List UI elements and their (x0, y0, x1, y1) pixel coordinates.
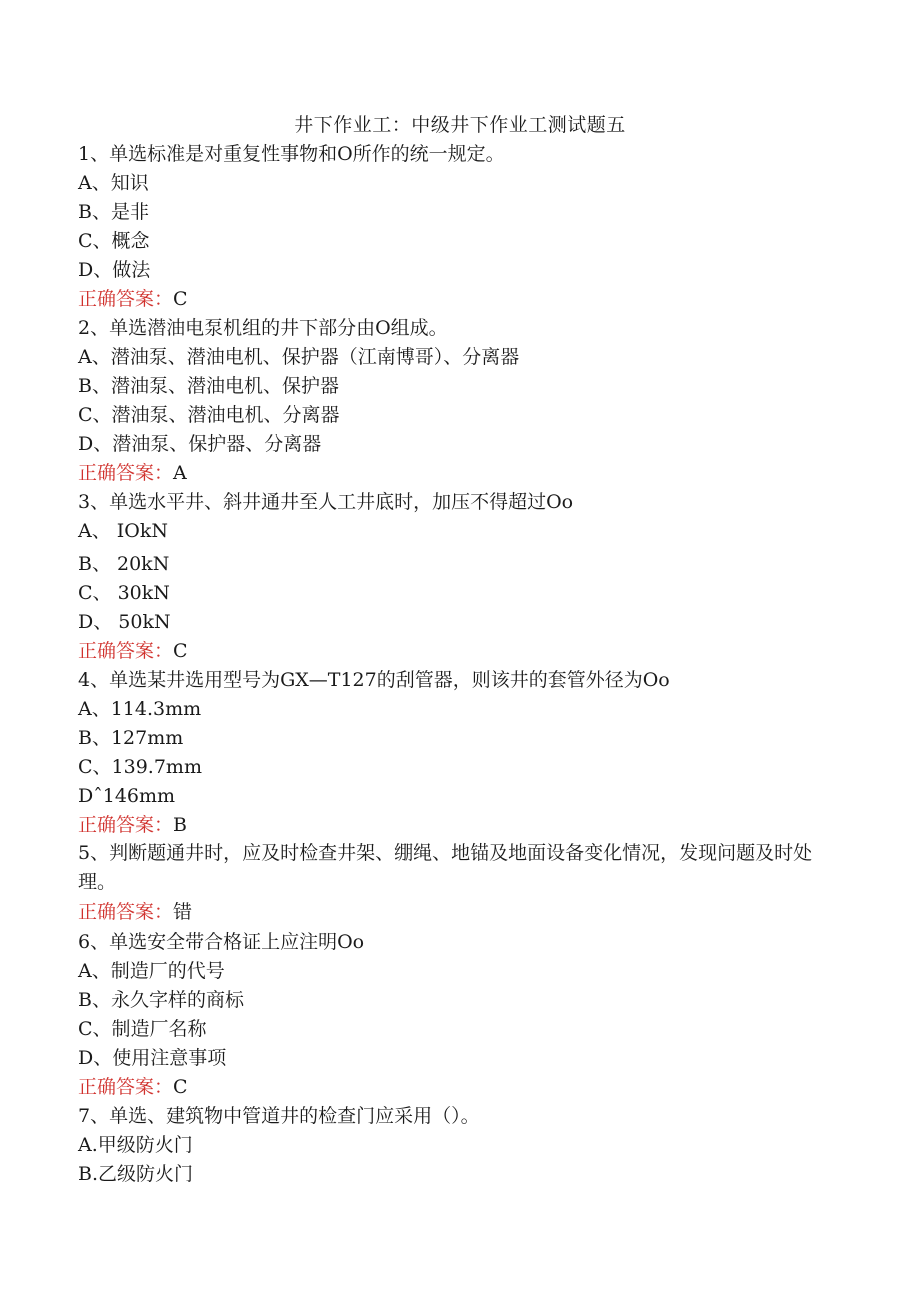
answer-value: 错 (173, 901, 193, 923)
answer-label: 正确答案： (78, 288, 174, 310)
question-5-stem: 5、判断题通井时，应及时检查井架、绷绳、地锚及地面设备变化情况，发现问题及时处理。 (78, 842, 813, 893)
question-2-option-a: A、潜油泵、潜油电机、保护器（江南博哥）、分离器 (78, 346, 520, 368)
question-2-option-c: C、潜油泵、潜油电机、分离器 (78, 404, 340, 426)
question-7-option-b: B.乙级防火门 (78, 1163, 194, 1185)
document-title: 井下作业工：中级井下作业工测试题五 (294, 114, 626, 136)
question-2-option-d: D、潜油泵、保护器、分离器 (78, 433, 322, 455)
question-4-option-c: C、139.7mm (78, 756, 202, 778)
answer-value: C (173, 1076, 188, 1098)
question-3-option-a: A、 IOkN (78, 520, 168, 542)
answer-label: 正确答案： (78, 1076, 174, 1098)
answer-label: 正确答案： (78, 901, 174, 923)
question-4-option-d: Dˆ146mm (78, 785, 176, 807)
question-3-option-b: B、 20kN (78, 553, 170, 575)
question-3-option-d: D、 50kN (78, 611, 171, 633)
question-2-answer (78, 460, 838, 486)
question-4-stem: 4、单选某井选用型号为GX—T127的刮管器，则该井的套管外径为Oo (78, 669, 670, 691)
question-7-option-a: A.甲级防火门 (78, 1134, 193, 1156)
question-6-answer (78, 1074, 838, 1100)
answer-value: C (173, 640, 188, 662)
question-1-option-c: C、概念 (78, 230, 150, 252)
question-3-stem: 3、单选水平井、斜井通井至人工井底时，加压不得超过Oo (78, 491, 574, 513)
question-7-stem: 7、单选、建筑物中管道井的检查门应采用（）。 (78, 1105, 480, 1127)
question-2-stem: 2、单选潜油电泵机组的井下部分由O组成。 (78, 317, 448, 339)
question-2-option-b: B、潜油泵、潜油电机、保护器 (78, 375, 339, 397)
question-6-option-a: A、制造厂的代号 (78, 960, 225, 982)
question-3-option-c: C、 30kN (78, 582, 170, 604)
question-1-answer (78, 286, 838, 312)
question-1-option-b: B、是非 (78, 201, 149, 223)
answer-value: A (173, 462, 187, 484)
question-6-option-b: B、永久字样的商标 (78, 989, 244, 1011)
question-1-stem: 1、单选标准是对重复性事物和O所作的统一规定。 (78, 143, 505, 165)
question-5-answer (78, 899, 838, 925)
question-6-stem: 6、单选安全带合格证上应注明Oo (78, 931, 365, 953)
question-6-option-c: C、制造厂名称 (78, 1018, 207, 1040)
question-1-option-a: A、知识 (78, 172, 149, 194)
question-3-answer (78, 638, 838, 664)
answer-label: 正确答案： (78, 462, 174, 484)
question-6-option-d: D、使用注意事项 (78, 1047, 227, 1069)
question-1-option-d: D、做法 (78, 259, 151, 281)
question-4-answer (78, 812, 838, 838)
answer-value: C (173, 288, 188, 310)
answer-label: 正确答案： (78, 814, 174, 836)
question-4-option-a: A、114.3mm (78, 698, 202, 720)
answer-label: 正确答案： (78, 640, 174, 662)
question-4-option-b: B、127mm (78, 727, 184, 749)
answer-value: B (173, 814, 187, 836)
